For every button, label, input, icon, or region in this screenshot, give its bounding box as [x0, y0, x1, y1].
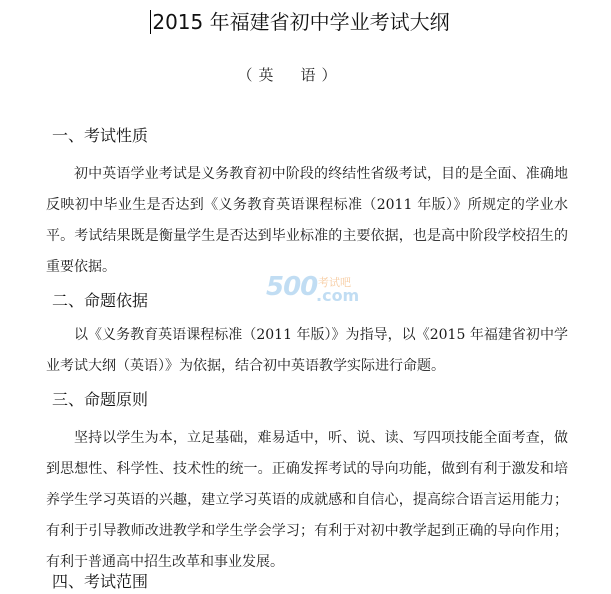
watermark-domain: .com	[316, 286, 360, 305]
document-subtitle: （英 语）	[237, 66, 343, 84]
document-title: 2015 年福建省初中学业考试大纲	[152, 10, 450, 34]
section-paragraph-principles: 坚持以学生为本，立足基础，难易适中，听、说、读、写四项技能全面考查，做到思想性、科学性、技术性的统一。正确发挥考试的导向功能，做到有利于激发和培养学生学习英语的兴趣，建立学习英语的成就感和自信心，提高综合语言运用能力；有利于引导教师改进教学和学生学会学习；有利于对初中教学起到正确的导向作用；有利于普通高中招生改革和事业发展。	[46, 430, 568, 570]
section-heading-principles: 三、命题原则	[52, 390, 149, 409]
section-paragraph-basis: 以《义务教育英语课程标准（2011 年版）》为指导，以《2015 年福建省初中学业考试大纲（英语）》为依据，结合初中英语教学实际进行命题。	[46, 327, 568, 374]
section-heading-nature: 一、考试性质	[52, 126, 149, 145]
watermark-site-name: 考试吧	[318, 276, 351, 289]
watermark-number: 500	[266, 272, 318, 302]
section-paragraph-nature: 初中英语学业考试是义务教育初中阶段的终结性省级考试，目的是全面、准确地反映初中毕业生是否达到《义务教育英语课程标准（2011 年版）》所规定的学业水平。考试结果既是衡量学生是否达到毕业标准的主要依据，也是高中阶段学校招生的重要依据。	[46, 166, 568, 275]
site-watermark-logo	[266, 272, 376, 316]
section-heading-scope: 四、考试范围	[52, 572, 149, 591]
section-heading-basis: 二、命题依据	[52, 291, 149, 310]
document-title-line	[0, 8, 600, 36]
